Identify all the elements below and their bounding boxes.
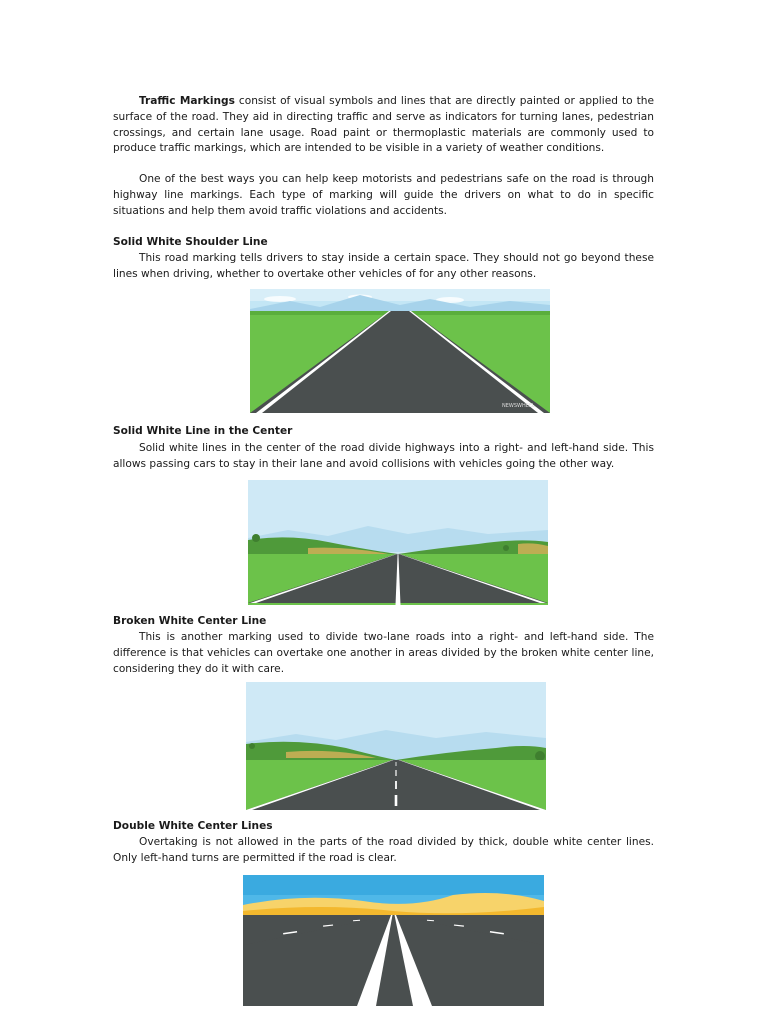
body-solid-white-line-center: Solid white lines in the center of the road divide highways into a right- and left-hand side. This allows passing cars to stay in their lane and avoid collisions with vehicles going the other way. [113,442,654,470]
heading-double-white-center-lines: Double White Center Lines [113,820,273,832]
double-center-lines-illustration [243,875,544,1006]
heading-solid-white-shoulder-line: Solid White Shoulder Line [113,236,268,248]
intro-lead: Traffic Markings [139,95,235,107]
intro-text: consist of visual symbols and lines that are directly painted or applied to the surface of the road. They aid in directing traffic and serve as indicators for turning lanes, pedestrian crossings, and certain lane usage. Road paint or thermoplastic materials are commonly used to produce traffic markings, which are intended to be visible in a variety of weather conditions. [113,95,654,155]
safety-paragraph: One of the best ways you can help keep motorists and pedestrians safe on the road is through highway line markings. Each type of marking will guide the drivers on what to do in specific situations and help them avoid traffic violations and accidents. [113,173,654,217]
body-broken-white-center-line: This is another marking used to divide two-lane roads into a right- and left-hand side. The difference is that vehicles can overtake one another in areas divided by the broken white center line, considering they do it with care. [113,631,654,675]
body-double-white-center-lines: Overtaking is not allowed in the parts of the road divided by thick, double white center lines. Only left-hand turns are permitted if the road is clear. [113,836,654,864]
intro-paragraph [113,94,654,157]
heading-solid-white-line-center: Solid White Line in the Center [113,425,293,437]
heading-broken-white-center-line: Broken White Center Line [113,615,267,627]
broken-center-line-illustration [246,682,546,810]
solid-center-line-illustration [248,480,548,605]
watermark-text: NEWSWHEEL [502,403,535,409]
body-solid-white-shoulder-line: This road marking tells drivers to stay inside a certain space. They should not go beyond these lines when driving, whether to overtake other vehicles of for any other reasons. [113,252,654,280]
shoulder-line-illustration [250,289,550,413]
